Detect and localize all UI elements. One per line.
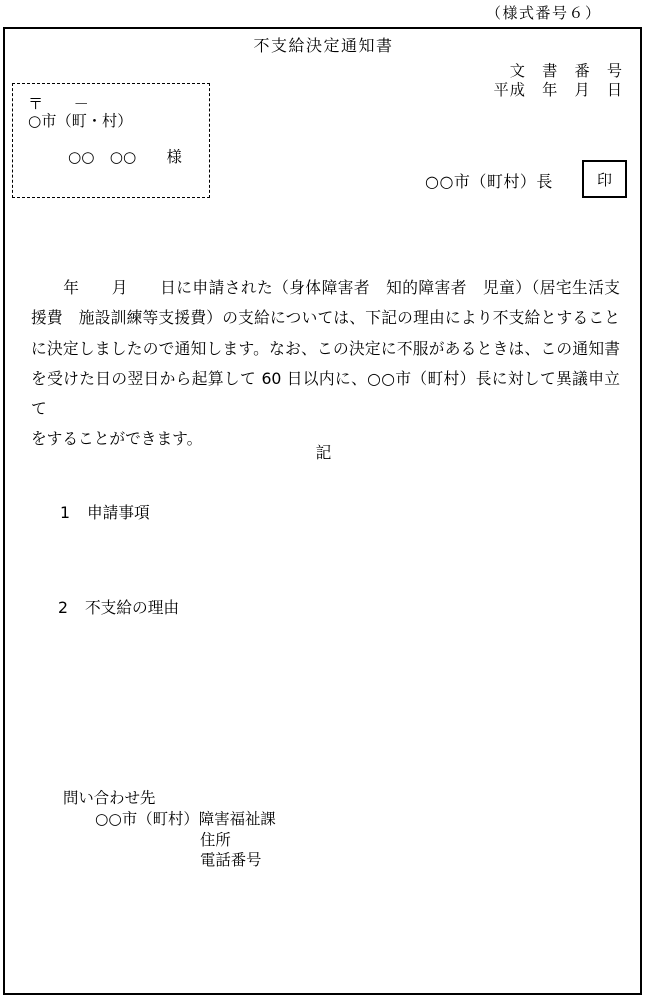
body-line: を受けた日の翌日から起算して 60 日以内に、○○市（町村）長に対して異議申立て [31,368,620,419]
list-item-nonpayment-reason [58,596,179,618]
document-meta-block [494,62,624,100]
document-title: 不支給決定通知書 [253,36,394,55]
addressee-box [12,83,210,198]
document-date-line: 平成 年 月 日 [493,81,623,99]
issuer-name: ○○市（町村）長 [425,172,553,191]
ki-heading: 記 [315,443,332,462]
body-line: 年 月 日に申請された（身体障害者 知的障害者 児童）（居宅生活支 [31,278,620,297]
item-number: 2 [58,598,68,617]
contact-block [63,788,276,871]
body-line: に決定しましたので通知します。なお、この決定に不服があるときは、この通知書 [31,338,620,358]
item-label: 申請事項 [86,503,150,522]
contact-heading: 問い合わせ先 [63,789,156,807]
addressee-city-line: ○市（町・村） [28,112,133,130]
addressee-name-line: ○○ ○○ 様 [68,148,182,166]
form-number-label: （様式番号６） [486,4,602,22]
contact-phone-label: 電話番号 [200,851,262,870]
contact-address-label: 住所 [200,830,231,849]
body-paragraph [31,273,620,455]
list-item-application-details [60,501,150,523]
contact-office-name: ○○市（町村）障害福祉課 [95,809,276,828]
item-number: 1 [60,503,70,522]
document-number-line: 文 書 番 号 [509,62,623,80]
seal-box [582,160,627,198]
addressee-postal-code-line: 〒 － [28,95,89,113]
body-line: をすることができます。 [31,429,203,449]
body-line: 援費 施設訓練等支援費）の支給については、下記の理由により不支給とすること [31,308,620,328]
item-label: 不支給の理由 [84,598,180,617]
seal-label: 印 [596,170,612,189]
